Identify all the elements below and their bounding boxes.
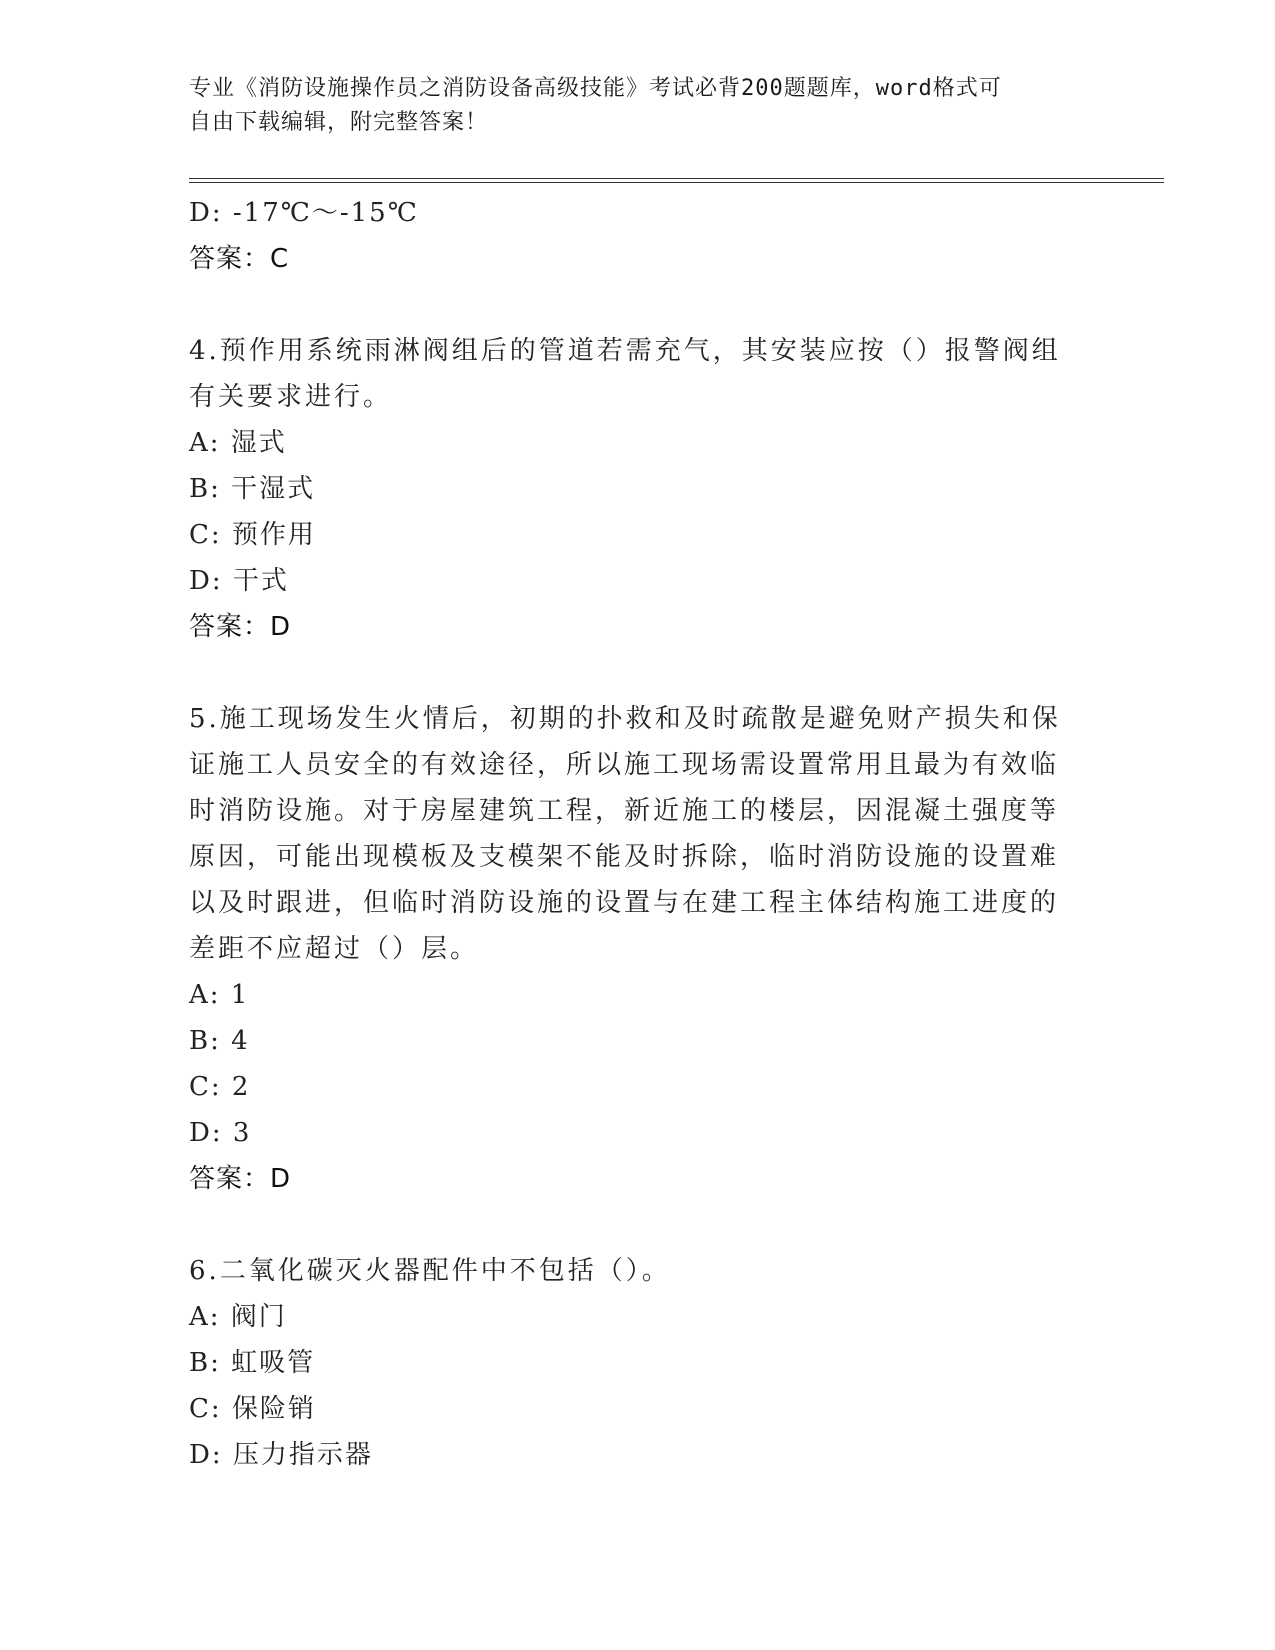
question-4 [189, 328, 1069, 650]
question-4-option-d: D: 干式 [189, 566, 289, 596]
prev-answer: 答案：C [189, 244, 290, 274]
question-5-line-2: 证施工人员安全的有效途径，所以施工现场需设置常用且最为有效临 [189, 750, 1060, 780]
question-content [189, 190, 1069, 1478]
question-5-answer: 答案：D [189, 1164, 292, 1194]
spacer [189, 1202, 1069, 1248]
spacer [189, 282, 1069, 328]
header-rule-top [189, 178, 1164, 179]
question-5-line-1: 5.施工现场发生火情后，初期的扑救和及时疏散是避免财产损失和保 [189, 704, 1061, 734]
question-5-line-5: 以及时跟进，但临时消防设施的设置与在建工程主体结构施工进度的 [189, 888, 1060, 918]
question-6-line-1: 6.二氧化碳灭火器配件中不包括（）。 [189, 1256, 671, 1286]
question-6 [189, 1248, 1069, 1478]
question-6-option-a: A: 阀门 [189, 1302, 287, 1332]
question-4-option-c: C: 预作用 [189, 520, 316, 550]
question-4-option-b: B: 干湿式 [189, 474, 316, 504]
question-4-line-2: 有关要求进行。 [189, 382, 393, 412]
question-5-option-d: D: 3 [189, 1118, 252, 1148]
header-line-1: 专业《消防设施操作员之消防设备高级技能》考试必背200题题库，word格式可 [189, 76, 1002, 101]
question-5-option-a: A: 1 [189, 980, 250, 1010]
question-5 [189, 696, 1069, 1202]
question-6-option-d: D: 压力指示器 [189, 1440, 373, 1470]
question-4-option-a: A: 湿式 [189, 428, 287, 458]
question-5-option-b: B: 4 [189, 1026, 250, 1056]
question-5-line-4: 原因，可能出现模板及支模架不能及时拆除，临时消防设施的设置难 [189, 842, 1060, 872]
question-6-option-b: B: 虹吸管 [189, 1348, 316, 1378]
question-5-line-3: 时消防设施。对于房屋建筑工程，新近施工的楼层，因混凝土强度等 [189, 796, 1060, 826]
question-5-line-6: 差距不应超过（）层。 [189, 934, 480, 964]
question-4-line-1: 4.预作用系统雨淋阀组后的管道若需充气，其安装应按（）报警阀组 [189, 336, 1061, 366]
question-6-option-c: C: 保险销 [189, 1394, 316, 1424]
question-4-answer: 答案：D [189, 612, 292, 642]
prev-option-d: D: -17℃～-15℃ [189, 198, 419, 228]
header-line-2: 自由下载编辑，附完整答案！ [189, 110, 489, 135]
page-header [189, 72, 1069, 140]
question-5-option-c: C: 2 [189, 1072, 251, 1102]
header-rule-bottom [189, 182, 1164, 183]
spacer [189, 650, 1069, 696]
